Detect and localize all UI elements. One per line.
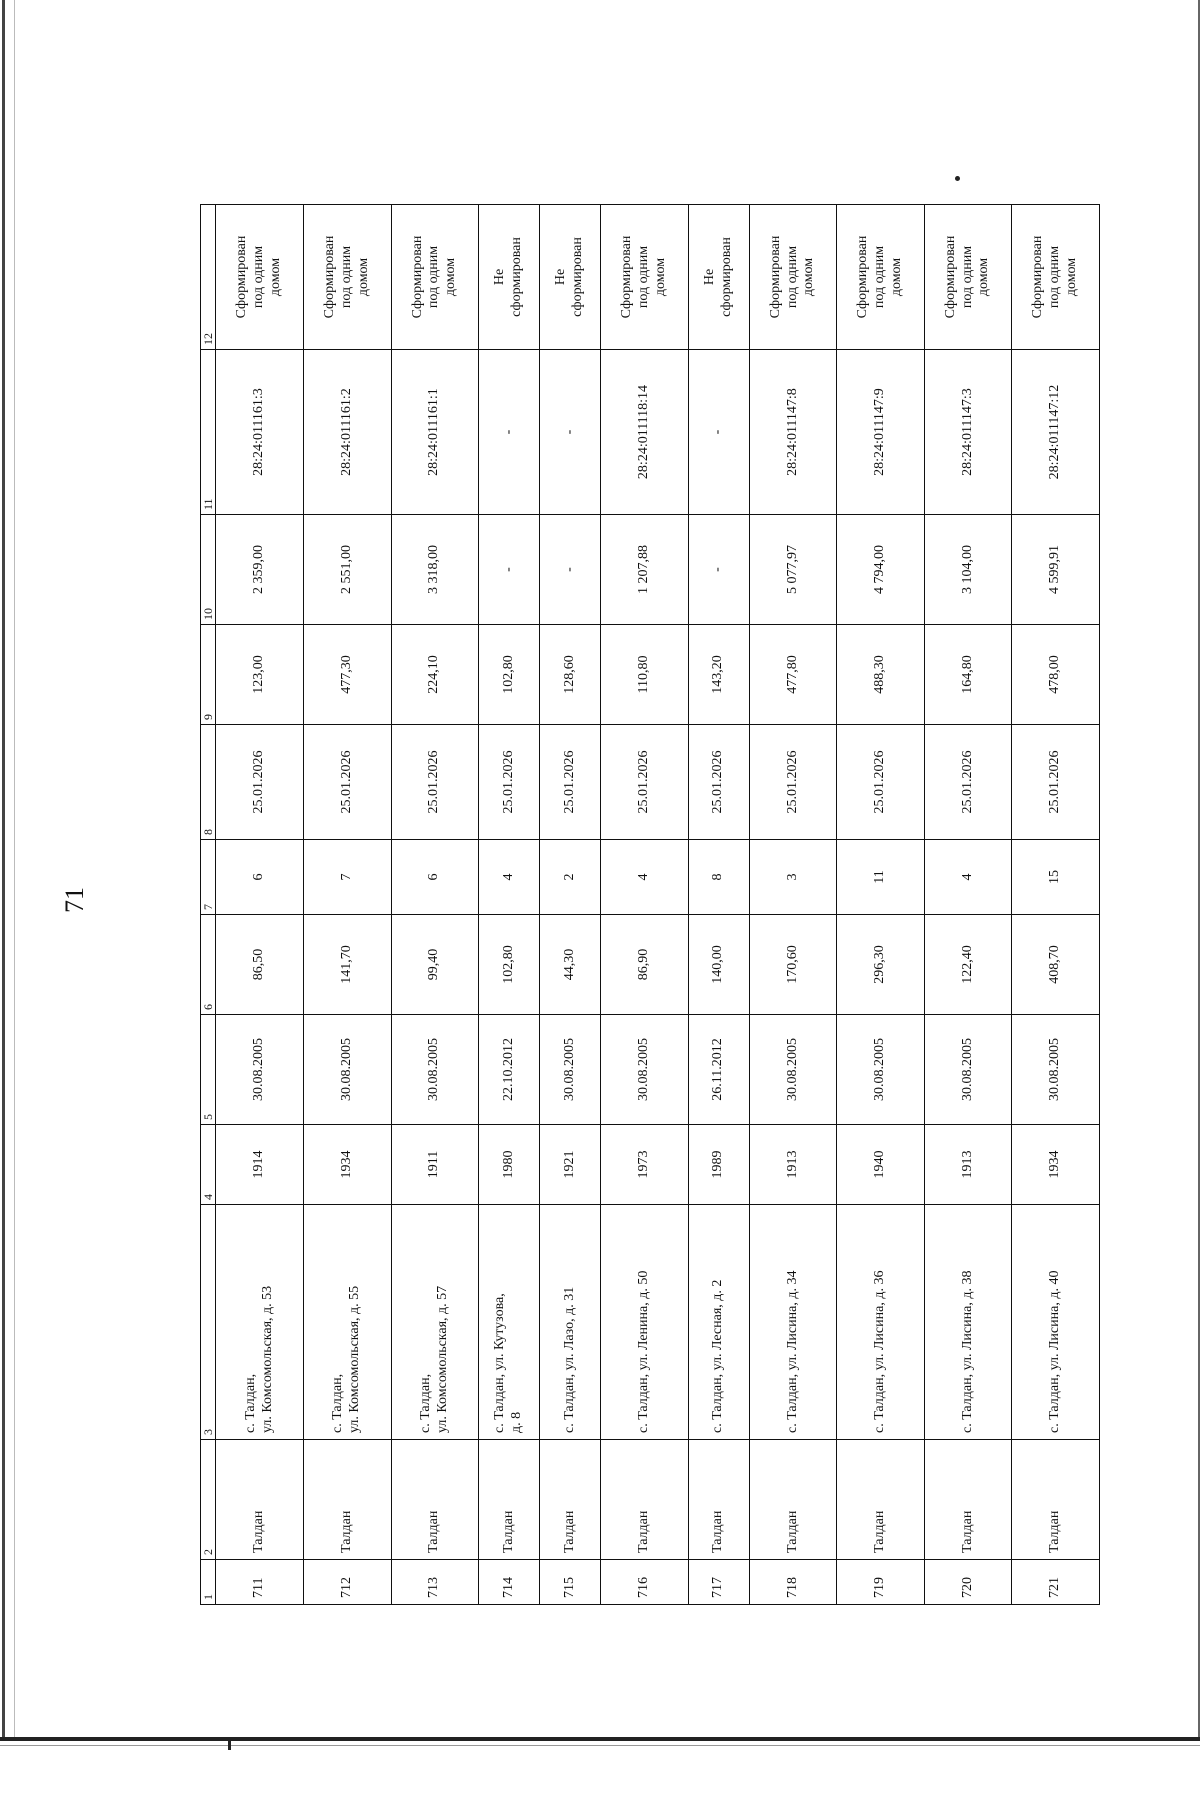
land-area-value: 164,80 bbox=[924, 625, 1012, 725]
table-row bbox=[1012, 205, 1100, 1605]
area: 44,30 bbox=[540, 915, 601, 1015]
column-number: 7 bbox=[201, 840, 216, 915]
scan-edge-left bbox=[2, 0, 5, 1740]
cadastral-number: 28:24:011147:9 bbox=[837, 350, 925, 515]
cadastral-number: 28:24:011161:2 bbox=[303, 350, 391, 515]
plot-area: 3 318,00 bbox=[391, 515, 479, 625]
build-year: 1921 bbox=[540, 1125, 601, 1205]
area: 408,70 bbox=[1012, 915, 1100, 1015]
row-number: 717 bbox=[688, 1560, 749, 1605]
settlement: Талдан bbox=[601, 1440, 689, 1560]
settlement: Талдан bbox=[303, 1440, 391, 1560]
address: с. Талдан, ул. Кутузова, д. 8 bbox=[479, 1205, 540, 1440]
table-row bbox=[216, 205, 304, 1605]
cadastral-number: 28:24:011147:8 bbox=[749, 350, 837, 515]
address: с. Талдан, ул. Ленина, д. 50 bbox=[601, 1205, 689, 1440]
build-year: 1989 bbox=[688, 1125, 749, 1205]
land-area-value: 123,00 bbox=[216, 625, 304, 725]
plot-status: Сформирован под одним домом bbox=[924, 205, 1012, 350]
address: с. Талдан, ул. Лисина, д. 34 bbox=[749, 1205, 837, 1440]
survey-date: 25.01.2026 bbox=[601, 725, 689, 840]
build-year: 1913 bbox=[749, 1125, 837, 1205]
plot-status: Не сформирован bbox=[688, 205, 749, 350]
build-year: 1911 bbox=[391, 1125, 479, 1205]
area: 99,40 bbox=[391, 915, 479, 1015]
column-number: 11 bbox=[201, 350, 216, 515]
cadastral-number: 28:24:011147:3 bbox=[924, 350, 1012, 515]
area: 170,60 bbox=[749, 915, 837, 1015]
housing-table bbox=[200, 204, 1100, 1605]
apartment-count: 4 bbox=[479, 840, 540, 915]
table-row bbox=[924, 205, 1012, 1605]
address: с. Талдан, ул. Комсомольская, д. 55 bbox=[303, 1205, 391, 1440]
area: 122,40 bbox=[924, 915, 1012, 1015]
apartment-count: 6 bbox=[216, 840, 304, 915]
record-date: 30.08.2005 bbox=[1012, 1015, 1100, 1125]
address: с. Талдан, ул. Лисина, д. 38 bbox=[924, 1205, 1012, 1440]
cadastral-number: 28:24:011118:14 bbox=[601, 350, 689, 515]
table-row bbox=[837, 205, 925, 1605]
survey-date: 25.01.2026 bbox=[837, 725, 925, 840]
cadastral-number: - bbox=[479, 350, 540, 515]
rotated-table-container bbox=[200, 205, 1100, 1605]
apartment-count: 4 bbox=[601, 840, 689, 915]
address: с. Талдан, ул. Лисина, д. 36 bbox=[837, 1205, 925, 1440]
row-number: 720 bbox=[924, 1560, 1012, 1605]
cadastral-number: 28:24:011147:12 bbox=[1012, 350, 1100, 515]
plot-area: - bbox=[688, 515, 749, 625]
record-date: 30.08.2005 bbox=[749, 1015, 837, 1125]
record-date: 30.08.2005 bbox=[391, 1015, 479, 1125]
survey-date: 25.01.2026 bbox=[688, 725, 749, 840]
land-area-value: 224,10 bbox=[391, 625, 479, 725]
plot-area: 5 077,97 bbox=[749, 515, 837, 625]
apartment-count: 6 bbox=[391, 840, 479, 915]
address: с. Талдан, ул. Комсомольская, д. 57 bbox=[391, 1205, 479, 1440]
column-number: 1 bbox=[201, 1560, 216, 1605]
settlement: Талдан bbox=[391, 1440, 479, 1560]
plot-area: 4 599,91 bbox=[1012, 515, 1100, 625]
record-date: 30.08.2005 bbox=[837, 1015, 925, 1125]
cadastral-number: - bbox=[540, 350, 601, 515]
build-year: 1973 bbox=[601, 1125, 689, 1205]
row-number: 715 bbox=[540, 1560, 601, 1605]
record-date: 26.11.2012 bbox=[688, 1015, 749, 1125]
record-date: 30.08.2005 bbox=[303, 1015, 391, 1125]
plot-status: Сформирован под одним домом bbox=[837, 205, 925, 350]
plot-status: Сформирован под одним домом bbox=[391, 205, 479, 350]
table-row bbox=[303, 205, 391, 1605]
settlement: Талдан bbox=[1012, 1440, 1100, 1560]
land-area-value: 478,00 bbox=[1012, 625, 1100, 725]
land-area-value: 110,80 bbox=[601, 625, 689, 725]
area: 296,30 bbox=[837, 915, 925, 1015]
land-area-value: 128,60 bbox=[540, 625, 601, 725]
cadastral-number: 28:24:011161:3 bbox=[216, 350, 304, 515]
plot-status: Сформирован под одним домом bbox=[1012, 205, 1100, 350]
table-row bbox=[391, 205, 479, 1605]
record-date: 22.10.2012 bbox=[479, 1015, 540, 1125]
row-number: 719 bbox=[837, 1560, 925, 1605]
land-area-value: 143,20 bbox=[688, 625, 749, 725]
table-row bbox=[479, 205, 540, 1605]
record-date: 30.08.2005 bbox=[601, 1015, 689, 1125]
plot-area: 4 794,00 bbox=[837, 515, 925, 625]
settlement: Талдан bbox=[837, 1440, 925, 1560]
apartment-count: 11 bbox=[837, 840, 925, 915]
apartment-count: 3 bbox=[749, 840, 837, 915]
survey-date: 25.01.2026 bbox=[540, 725, 601, 840]
page-number: 71 bbox=[60, 887, 89, 913]
survey-date: 25.01.2026 bbox=[303, 725, 391, 840]
settlement: Талдан bbox=[479, 1440, 540, 1560]
survey-date: 25.01.2026 bbox=[749, 725, 837, 840]
build-year: 1913 bbox=[924, 1125, 1012, 1205]
column-number: 10 bbox=[201, 515, 216, 625]
row-number: 713 bbox=[391, 1560, 479, 1605]
plot-status: Не сформирован bbox=[540, 205, 601, 350]
column-number: 3 bbox=[201, 1205, 216, 1440]
cadastral-number: - bbox=[688, 350, 749, 515]
survey-date: 25.01.2026 bbox=[391, 725, 479, 840]
column-number: 6 bbox=[201, 915, 216, 1015]
plot-area: 3 104,00 bbox=[924, 515, 1012, 625]
plot-status: Сформирован под одним домом bbox=[749, 205, 837, 350]
apartment-count: 15 bbox=[1012, 840, 1100, 915]
area: 86,50 bbox=[216, 915, 304, 1015]
area: 86,90 bbox=[601, 915, 689, 1015]
survey-date: 25.01.2026 bbox=[216, 725, 304, 840]
land-area-value: 477,30 bbox=[303, 625, 391, 725]
plot-area: 1 207,88 bbox=[601, 515, 689, 625]
settlement: Талдан bbox=[749, 1440, 837, 1560]
row-number: 716 bbox=[601, 1560, 689, 1605]
row-number: 721 bbox=[1012, 1560, 1100, 1605]
row-number: 712 bbox=[303, 1560, 391, 1605]
column-number-row bbox=[201, 205, 216, 1605]
column-number: 8 bbox=[201, 725, 216, 840]
row-number: 714 bbox=[479, 1560, 540, 1605]
table-row bbox=[749, 205, 837, 1605]
plot-area: 2 551,00 bbox=[303, 515, 391, 625]
area: 141,70 bbox=[303, 915, 391, 1015]
build-year: 1934 bbox=[303, 1125, 391, 1205]
row-number: 711 bbox=[216, 1560, 304, 1605]
column-number: 2 bbox=[201, 1440, 216, 1560]
settlement: Талдан bbox=[216, 1440, 304, 1560]
record-date: 30.08.2005 bbox=[216, 1015, 304, 1125]
record-date: 30.08.2005 bbox=[924, 1015, 1012, 1125]
survey-date: 25.01.2026 bbox=[924, 725, 1012, 840]
plot-status: Сформирован под одним домом bbox=[601, 205, 689, 350]
address: с. Талдан, ул. Лесная, д. 2 bbox=[688, 1205, 749, 1440]
plot-status: Не сформирован bbox=[479, 205, 540, 350]
apartment-count: 2 bbox=[540, 840, 601, 915]
plot-area: - bbox=[479, 515, 540, 625]
plot-area: 2 359,00 bbox=[216, 515, 304, 625]
table-row bbox=[688, 205, 749, 1605]
scan-edge-bottom bbox=[0, 1737, 1200, 1741]
column-number: 12 bbox=[201, 205, 216, 350]
column-number: 4 bbox=[201, 1125, 216, 1205]
table-row bbox=[601, 205, 689, 1605]
cadastral-number: 28:24:011161:1 bbox=[391, 350, 479, 515]
plot-status: Сформирован под одним домом bbox=[303, 205, 391, 350]
record-date: 30.08.2005 bbox=[540, 1015, 601, 1125]
plot-area: - bbox=[540, 515, 601, 625]
area: 140,00 bbox=[688, 915, 749, 1015]
scan-tick-mark bbox=[228, 1741, 231, 1750]
address: с. Талдан, ул. Лисина, д. 40 bbox=[1012, 1205, 1100, 1440]
build-year: 1980 bbox=[479, 1125, 540, 1205]
scan-edge-bottom-inner bbox=[0, 1745, 1200, 1746]
scan-speck bbox=[955, 176, 960, 181]
table-row bbox=[540, 205, 601, 1605]
area: 102,80 bbox=[479, 915, 540, 1015]
settlement: Талдан bbox=[688, 1440, 749, 1560]
land-area-value: 102,80 bbox=[479, 625, 540, 725]
build-year: 1934 bbox=[1012, 1125, 1100, 1205]
land-area-value: 477,80 bbox=[749, 625, 837, 725]
build-year: 1914 bbox=[216, 1125, 304, 1205]
apartment-count: 8 bbox=[688, 840, 749, 915]
land-area-value: 488,30 bbox=[837, 625, 925, 725]
survey-date: 25.01.2026 bbox=[479, 725, 540, 840]
survey-date: 25.01.2026 bbox=[1012, 725, 1100, 840]
settlement: Талдан bbox=[540, 1440, 601, 1560]
settlement: Талдан bbox=[924, 1440, 1012, 1560]
apartment-count: 4 bbox=[924, 840, 1012, 915]
column-number: 9 bbox=[201, 625, 216, 725]
apartment-count: 7 bbox=[303, 840, 391, 915]
address: с. Талдан, ул. Лазо, д. 31 bbox=[540, 1205, 601, 1440]
column-number: 5 bbox=[201, 1015, 216, 1125]
scan-edge-left-inner bbox=[14, 0, 15, 1740]
row-number: 718 bbox=[749, 1560, 837, 1605]
plot-status: Сформирован под одним домом bbox=[216, 205, 304, 350]
address: с. Талдан, ул. Комсомольская, д. 53 bbox=[216, 1205, 304, 1440]
build-year: 1940 bbox=[837, 1125, 925, 1205]
